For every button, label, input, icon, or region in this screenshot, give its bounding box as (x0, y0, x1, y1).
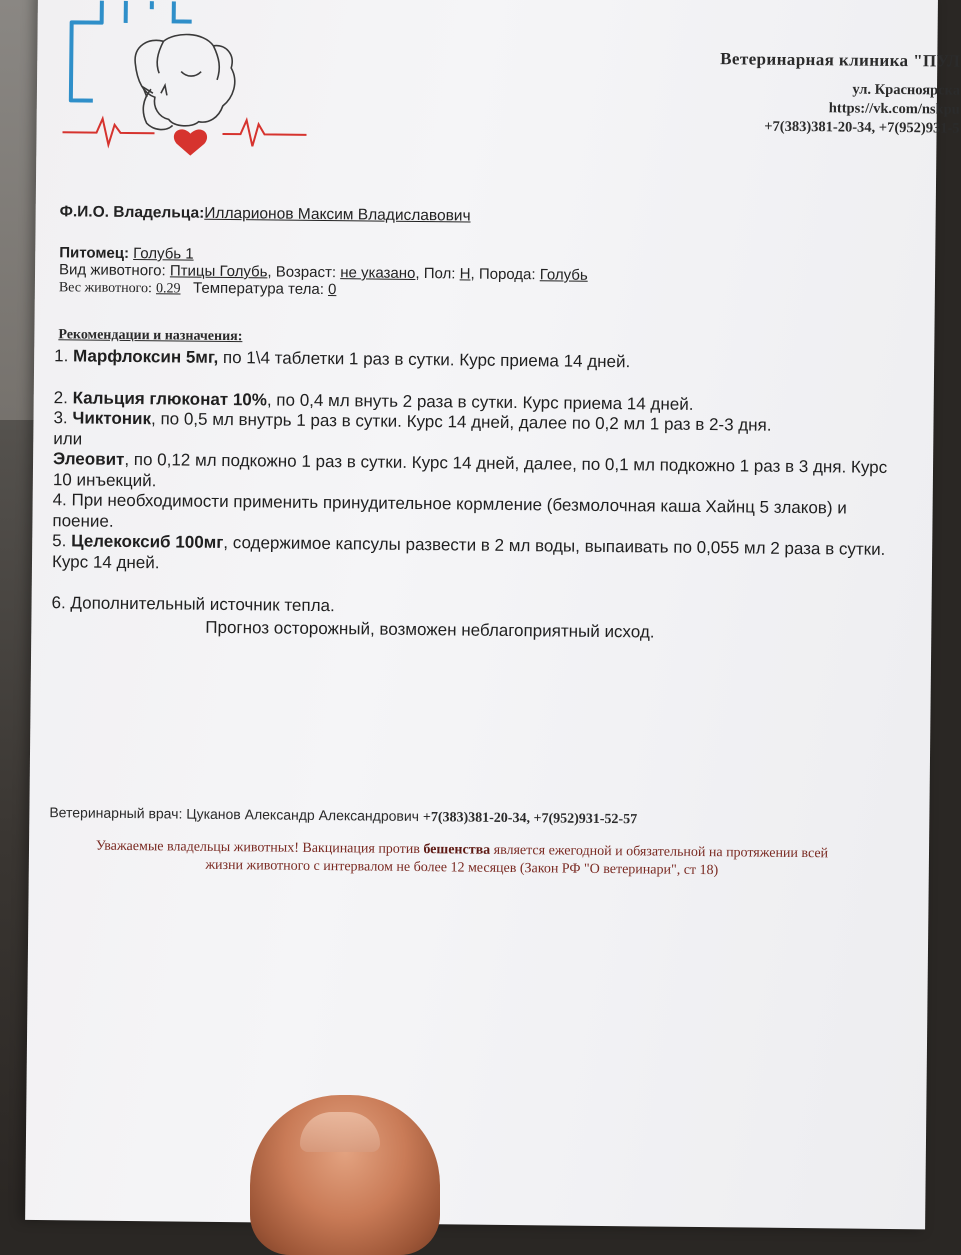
heart-icon (174, 129, 207, 155)
drug-name: Элеовит (52, 449, 125, 469)
pet-details-row: Вид животного: Птицы Голубь, Возраст: не указано, Пол: Н, Порода: Голубь (58, 261, 588, 284)
clinic-website: https://vk.com/nskpu (828, 100, 960, 118)
pet-info (59, 244, 588, 302)
recommendation-item: 1. Марфлоксин 5мг, по 1\4 таблетки 1 раз в сутки. Курс приема 14 дней. (54, 346, 631, 372)
weight-value: 0.29 (155, 281, 181, 297)
owner-name: Илларионов Максим Владиславович (204, 204, 471, 225)
clinic-phones: +7(383)381-20-34, +7(952)931-5 (764, 118, 960, 137)
drug-name: Чиктоник (72, 408, 152, 429)
rabies-notice: Уважаемые владельцы животных! Вакцинация против бешенства является ежегодной и обязательной на протяжении всей жизни животного с интервалом не более 12 месяцев (Закон РФ "О ветеринари", ст 18) (95, 838, 829, 879)
rabies-word: бешенства (423, 842, 491, 858)
doctor-signature-line (49, 804, 637, 828)
recommendation-item: 3. Чиктоник, по 0,5 мл внутрь 1 раз в сутки. Курс 14 дней, далее по 0,2 мл 1 раз в 2-3 дня. (53, 408, 772, 435)
dog-cat-outline-icon (134, 34, 235, 130)
temp-value: 0 (327, 281, 337, 299)
owner-label: Ф.И.О. Владельца: (59, 203, 205, 222)
clinic-address: ул. Красноярска (852, 81, 961, 99)
pet-name: Голубь 1 (133, 245, 194, 263)
age-value: не указано (340, 264, 416, 282)
clinic-header (620, 48, 961, 139)
prescription-sheet (25, 0, 961, 1229)
recommendation-item: Элеовит, по 0,12 мл подкожно 1 раз в сутки. Курс 14 дней, далее, по 0,1 мл подкожно 1 раз в 3 дня. Курс 10 инъекций. (52, 449, 888, 490)
species-label: Вид животного: (58, 261, 166, 280)
recommendation-or: или (53, 428, 83, 448)
doctor-phones: +7(383)381-20-34, +7(952)931-52-57 (422, 810, 638, 828)
species-value: Птицы Голубь (169, 262, 268, 281)
clinic-name: Ветеринарная клиника "ПУЛ (720, 49, 961, 71)
owner-row (60, 203, 471, 225)
recommendation-item: 4. При необходимости применить принудительное кормление (безмолочная каша Хайнц 5 злаков) и поение. (52, 490, 847, 531)
recommendation-item: 2. Кальция глюконат 10%, по 0,4 мл внуть 2 раза в сутки. Курс приема 14 дней. (53, 387, 694, 414)
doctor-name: Ветеринарный врач: Цуканов Александр Александрович (49, 804, 420, 825)
prognosis: Прогноз осторожный, возможен неблагоприятный исход. (205, 617, 655, 641)
temp-label: Температура тела: (193, 279, 324, 299)
drug-name: Кальция глюконат 10% (72, 387, 268, 409)
breed-label: Порода: (478, 265, 536, 284)
weight-label: Вес животного: (58, 280, 152, 297)
clinic-logo (62, 0, 334, 163)
drug-name: Целекоксиб 100мг (71, 531, 224, 552)
drug-name: Марфлоксин 5мг, (72, 346, 219, 367)
sex-value: Н (459, 265, 471, 283)
recommendations-title: Рекомендации и назначения: (58, 327, 243, 345)
recommendation-item: 6. Дополнительный источник тепла. (51, 593, 335, 616)
breed-value: Голубь (539, 266, 588, 284)
age-label: Возраст: (275, 263, 337, 282)
recommendations-list (51, 346, 894, 645)
pet-label: Питомец: (59, 244, 130, 262)
sex-label: Пол: (423, 265, 456, 283)
recommendation-item: 5. Целекоксиб 100мг, содержимое капсулы развести в 2 мл воды, выпаивать по 0,055 мл 2 раза в сутки. Курс 14 дней. (51, 531, 886, 572)
